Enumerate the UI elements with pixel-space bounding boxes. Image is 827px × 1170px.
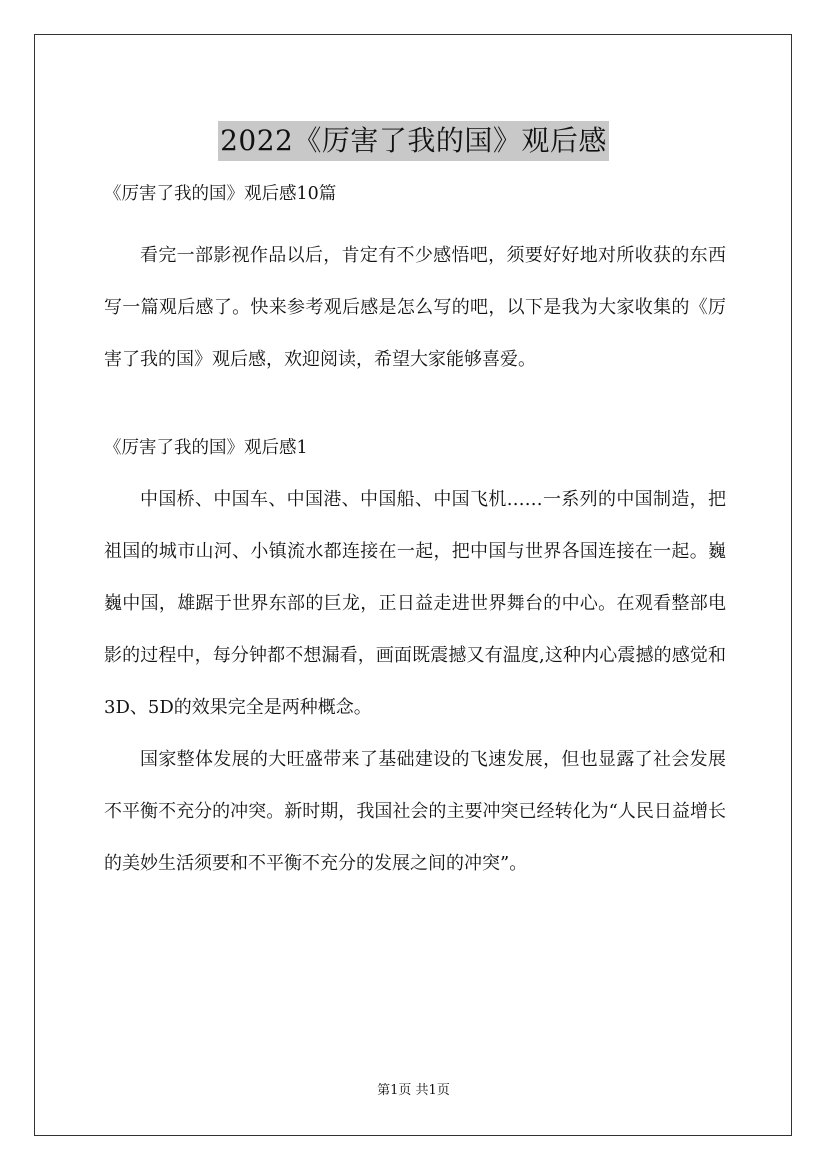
document-subtitle: 《厉害了我的国》观后感10篇: [104, 184, 337, 204]
document-title: 2022《厉害了我的国》观后感: [218, 121, 609, 161]
intro-paragraph: 看完一部影视作品以后，肯定有不少感悟吧，须要好好地对所收获的东西写一篇观后感了。快来参考观后感是怎么写的吧，以下是我为大家收集的《厉害了我的国》观后感，欢迎阅读，希望大家能够喜爱。: [104, 245, 726, 370]
title-container: [0, 102, 827, 180]
document-body: [104, 178, 726, 890]
body-paragraph-2: 国家整体发展的大旺盛带来了基础建设的飞速发展，但也显露了社会发展不平衡不充分的冲突。新时期，我国社会的主要冲突已经转化为“人民日益增长的美妙生活须要和不平衡不充分的发展之间的冲突”。: [104, 749, 726, 874]
section-spacer: [104, 386, 726, 432]
body-paragraph-1: 中国桥、中国车、中国港、中国船、中国飞机……一系列的中国制造，把祖国的城市山河、小镇流水都连接在一起，把中国与世界各国连接在一起。巍巍中国，雄踞于世界东部的巨龙，正日益走进世界舞台的中心。在观看整部电影的过程中，每分钟都不想漏看，画面既震撼又有温度,这种内心震撼的感觉和3D、5D的效果完全是两种概念。: [104, 489, 726, 718]
section-heading: 《厉害了我的国》观后感1: [104, 438, 308, 458]
page-footer: 第1页 共1页: [377, 1083, 450, 1098]
